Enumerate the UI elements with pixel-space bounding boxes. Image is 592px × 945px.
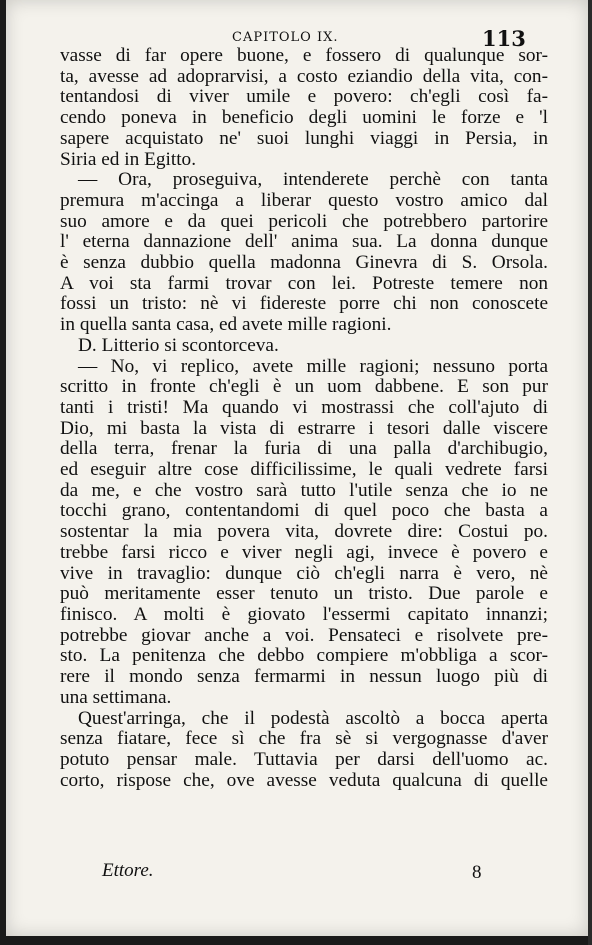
text-line: una settimana. (60, 686, 172, 708)
body-text (60, 46, 548, 791)
text-line: sto. La penitenza che debbo compiere m'obbliga a scor- (60, 645, 548, 667)
text-line: finisco. A molti è giovato l'essermi capitato innanzi; (60, 603, 548, 625)
text-line: l' eterna dannazione dell' anima sua. La donna dunque (60, 231, 548, 253)
text-line: A voi sta farmi trovar con lei. Potreste temere non (60, 272, 548, 294)
text-line: potrebbe giovar anche a voi. Pensateci e risolvete pre- (60, 624, 548, 646)
text-line: della terra, frenar la furia di una palla d'archibugio, (60, 438, 548, 460)
text-line: è senza dubbio quella madonna Ginevra di S. Orsola. (60, 252, 548, 274)
text-line: potuto pensar male. Tuttavia per darsi dell'uomo ac. (60, 748, 548, 770)
text-line: scritto in fronte ch'egli è un uom dabbene. E son pur (60, 376, 548, 398)
text-line: in quella santa casa, ed avete mille ragioni. (60, 314, 392, 336)
text-line: — Ora, proseguiva, intenderete perchè con tanta (78, 169, 548, 191)
text-line: premura m'accinga a liberar questo vostro amico dal (60, 189, 548, 211)
text-line: corto, rispose che, ove avesse veduta qualcuna di quelle (60, 769, 548, 791)
text-line: ta, avesse ad adoprarvisi, a costo eziandio della vita, con- (60, 65, 548, 87)
text-line: — No, vi replico, avete mille ragioni; nessuno porta (78, 355, 548, 377)
text-line: sostentar la mia povera vita, dovrete dire: Costui po. (60, 521, 548, 543)
text-line: suo amore e da quei pericoli che potrebbero partorire (60, 210, 548, 232)
text-line: tocchi grano, contentandomi di quel poco che basta a (60, 500, 548, 522)
text-line: vasse di far opere buone, e fossero di qualunque sor- (60, 45, 548, 66)
page-footer (6, 860, 588, 886)
text-line: rere il mondo senza fermarmi in nessun luogo più di (60, 666, 548, 688)
text-line: D. Litterio si scontorceva. (78, 334, 279, 356)
text-line: senza fiatare, fece sì che fra sè si vergognasse d'aver (60, 728, 548, 750)
running-head: CAPITOLO IX. (232, 30, 339, 45)
text-line: vive in travaglio: dunque ciò ch'egli narra è vero, nè (60, 562, 548, 584)
text-line: cendo poneva in beneficio degli uomini le forze e 'l (60, 107, 548, 129)
text-line: Dio, mi basta la vista di estrarre i tesori dalle viscere (60, 417, 548, 439)
text-line: da me, e che vostro sarà tutto l'utile senza che io ne (60, 479, 548, 501)
footer-book-title: Ettore. (102, 860, 154, 881)
page-number: 113 (482, 26, 526, 51)
text-line: ed eseguir altre cose difficilissime, le quali vedrete farsi (60, 459, 548, 481)
text-line: può meritamente esser tenuto un tristo. Due parole e (60, 583, 548, 605)
text-line: Siria ed in Egitto. (60, 148, 197, 170)
text-line: trebbe farsi ricco e viver negli agi, invece è povero e (60, 541, 548, 563)
text-line: tanti i tristi! Ma quando vi mostrassi che coll'ajuto di (60, 396, 548, 418)
text-line: sapere acquistato ne' suoi lunghi viaggi in Persia, in (60, 127, 548, 149)
book-page (6, 0, 588, 936)
signature-mark: 8 (472, 862, 482, 883)
page-edge-shadow (588, 0, 592, 945)
text-line: fossi un tristo: nè vi fidereste porre chi non conoscete (60, 293, 548, 315)
text-line: tentandosi di viver umile e povero: ch'egli così fa- (60, 86, 548, 108)
text-line: Quest'arringa, che il podestà ascoltò a bocca aperta (78, 707, 548, 729)
